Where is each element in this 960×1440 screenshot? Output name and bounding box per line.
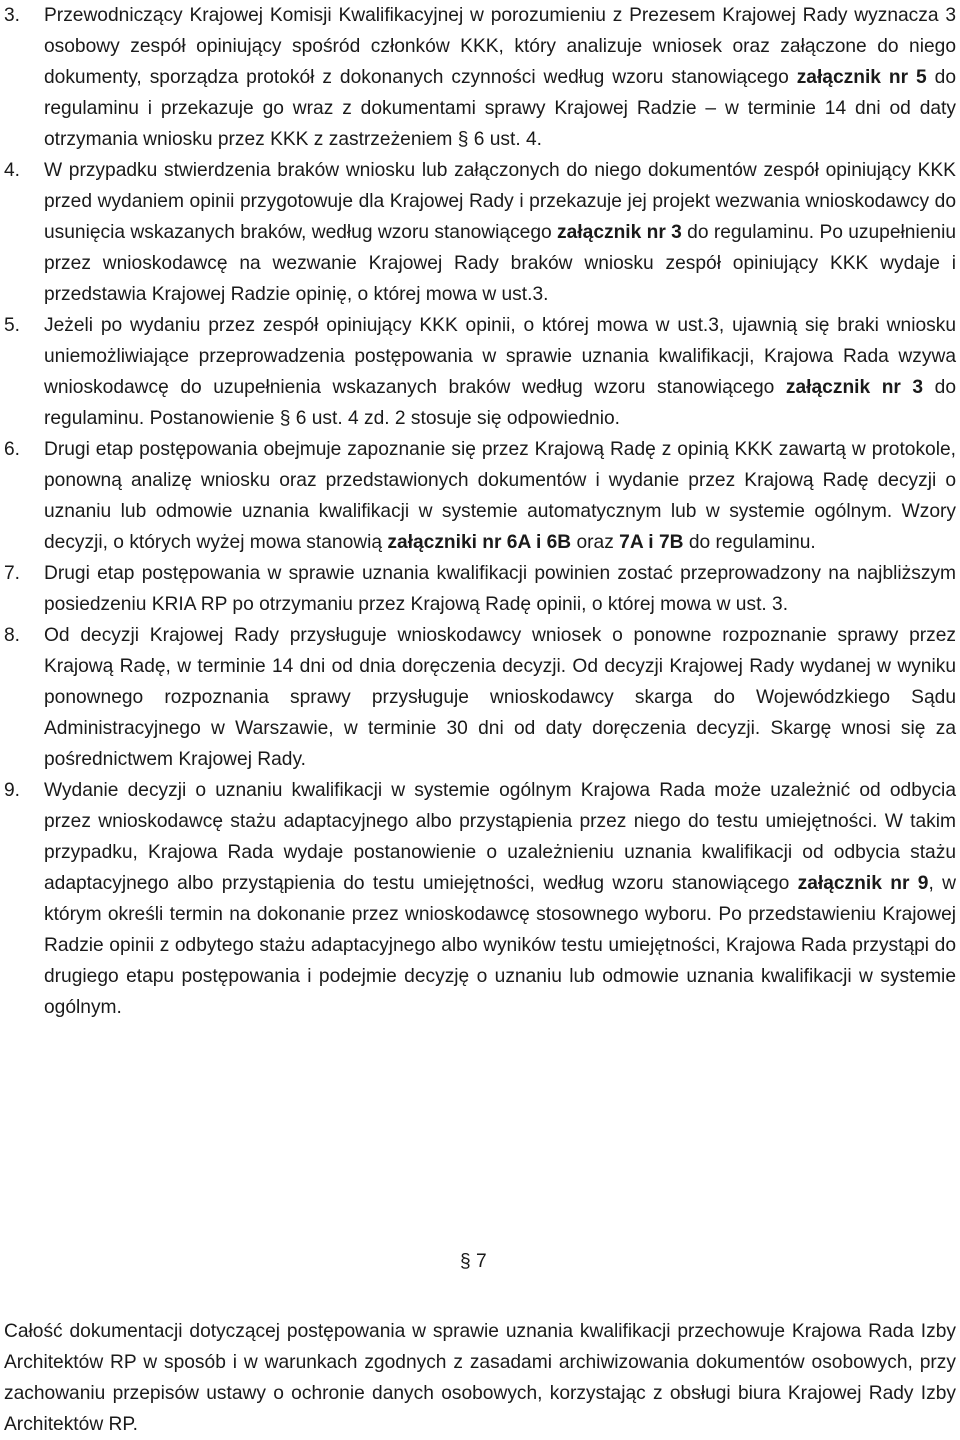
paragraph-text: do regulaminu i przekazuje go wraz z dokumentami sprawy Krajowej Radzie – w terminie 14 dni od daty otrzymania wniosku przez KKK z zastrzeżeniem § 6 ust. 4. (44, 67, 957, 150)
item-number: 8. (4, 625, 21, 646)
item-number: 6. (4, 439, 21, 460)
item-paragraph (44, 775, 956, 1023)
paragraph-text: Drugi etap postępowania w sprawie uznania kwalifikacji powinien zostać przeprowadzony na najbliższym posiedzeniu KRIA RP po otrzymaniu przez Krajową Radę opinii, o której mowa w ust. 3. (44, 563, 956, 615)
paragraph-text: do regulaminu. Po uzupełnieniu przez wnioskodawcę na wezwanie Krajowej Rady braków wniosku zespół opiniujący KKK wydaje i przedstawia Krajowej Radzie opinię, o której mowa w ust.3. (44, 222, 957, 305)
emphasis-text: załączniki nr 6A i 6B (387, 532, 572, 553)
paragraph-text: W przypadku stwierdzenia braków wniosku lub załączonych do niego dokumentów zespół opiniujący KKK przed wydaniem opinii przygotowuje dla Krajowej Rady i przekazuje jej projekt wezwania wnioskodawcy do usunięcia wskazanych braków, według wzoru stanowiącego (44, 160, 956, 243)
emphasis-text: 7A i 7B (619, 532, 684, 553)
paragraph-text: do regulaminu. Postanowienie § 6 ust. 4 zd. 2 stosuje się odpowiednio. (44, 377, 956, 429)
item-paragraph (44, 310, 956, 434)
list-item-5 (4, 310, 956, 434)
paragraph-text: Wydanie decyzji o uznaniu kwalifikacji w systemie ogólnym Krajowa Rada może uzależnić od odbycia przez wnioskodawcę stażu adaptacyjnego albo przystąpienia przez niego do testu umiejętności. W takim przypadku, Krajowa Rada wydaje postanowienie o uzależnieniu uznania kwalifikacji od odbycia stażu adaptacyjnego albo przystąpienia do testu umiejętności, według wzoru stanowiącego (44, 780, 956, 894)
item-number: 7. (4, 563, 21, 584)
item-number: 5. (4, 315, 21, 336)
item-paragraph (44, 558, 956, 620)
section-heading: § 7 (460, 1251, 487, 1272)
emphasis-text: załącznik nr 3 (557, 222, 682, 243)
list-item-7 (4, 558, 956, 620)
paragraph-text: do regulaminu. (683, 532, 816, 553)
paragraph-text: Drugi etap postępowania obejmuje zapoznanie się przez Krajową Radę z opinią KKK zawartą w protokole, ponowną analizę wniosku oraz przedstawionych dokumentów i wydanie przez Krajową Radę decyzji o uznaniu lub odmowie uznania kwalifikacji w systemie automatycznym lub w systemie ogólnym. Wzory decyzji, o których wyżej mowa stanowią (44, 439, 956, 553)
item-paragraph (44, 0, 956, 155)
item-paragraph (44, 155, 956, 310)
emphasis-text: załącznik nr 5 (796, 67, 927, 88)
item-number: 4. (4, 160, 21, 181)
emphasis-text: załącznik nr 9 (797, 873, 929, 894)
paragraph-text: , w którym określi termin na dokonanie przez wnioskodawcę stosownego wyboru. Po przedstawieniu Krajowej Radzie opinii z odbytego stażu adaptacyjnego albo wyników testu umiejętności, Krajowa Rada przystąpi do drugiego etapu postępowania i podejmie decyzję o uznaniu lub odmowie uznania kwalifikacji w systemie ogólnym. (44, 873, 956, 1018)
list-item-8 (4, 620, 956, 775)
paragraph-text: Od decyzji Krajowej Rady przysługuje wnioskodawcy wniosek o ponowne rozpoznanie sprawy przez Krajową Radę, w terminie 14 dni od dnia doręczenia decyzji. Od decyzji Krajowej Rady wydanej w wyniku ponownego rozpoznania sprawy przysługuje wnioskodawcy skarga do Wojewódzkiego Sądu Administracyjnego w Warszawie, w terminie 30 dni od daty doręczenia decyzji. Skargę wnosi się za pośrednictwem Krajowej Rady. (44, 625, 956, 770)
item-number: 9. (4, 780, 21, 801)
paragraph-text: oraz (571, 532, 620, 553)
paragraph-text: Jeżeli po wydaniu przez zespół opiniujący KKK opinii, o której mowa w ust.3, ujawnią się braki wniosku uniemożliwiające przeprowadzenia postępowania w sprawie uznania kwalifikacji, Krajowa Rada wzywa wnioskodawcę do uzupełnienia wskazanych braków według wzoru stanowiącego (44, 315, 956, 398)
list-item-9 (4, 775, 956, 1023)
item-paragraph (44, 620, 956, 775)
numbered-list (4, 0, 956, 1023)
paragraph-text: Przewodniczący Krajowej Komisji Kwalifikacyjnej w porozumieniu z Prezesem Krajowej Rady wyznacza 3 osobowy zespół opiniujący spośród członków KKK, który analizuje wniosek oraz załączone do niego dokumenty, sporządza protokół z dokonanych czynności według wzoru stanowiącego (44, 5, 956, 88)
list-item-4 (4, 155, 956, 310)
list-item-3 (4, 0, 956, 155)
list-item-6 (4, 434, 956, 558)
final-paragraph: Całość dokumentacji dotyczącej postępowania w sprawie uznania kwalifikacji przechowuje Krajowa Rada Izby Architektów RP w sposób i w warunkach zgodnych z zasadami archiwizowania dokumentów osobowych, przy zachowaniu przepisów ustawy o ochronie danych osobowych, korzystając z obsługi biura Krajowej Rady Izby Architektów RP. (4, 1321, 956, 1436)
item-paragraph (44, 434, 956, 558)
emphasis-text: załącznik nr 3 (785, 377, 924, 398)
item-number: 3. (4, 5, 21, 26)
